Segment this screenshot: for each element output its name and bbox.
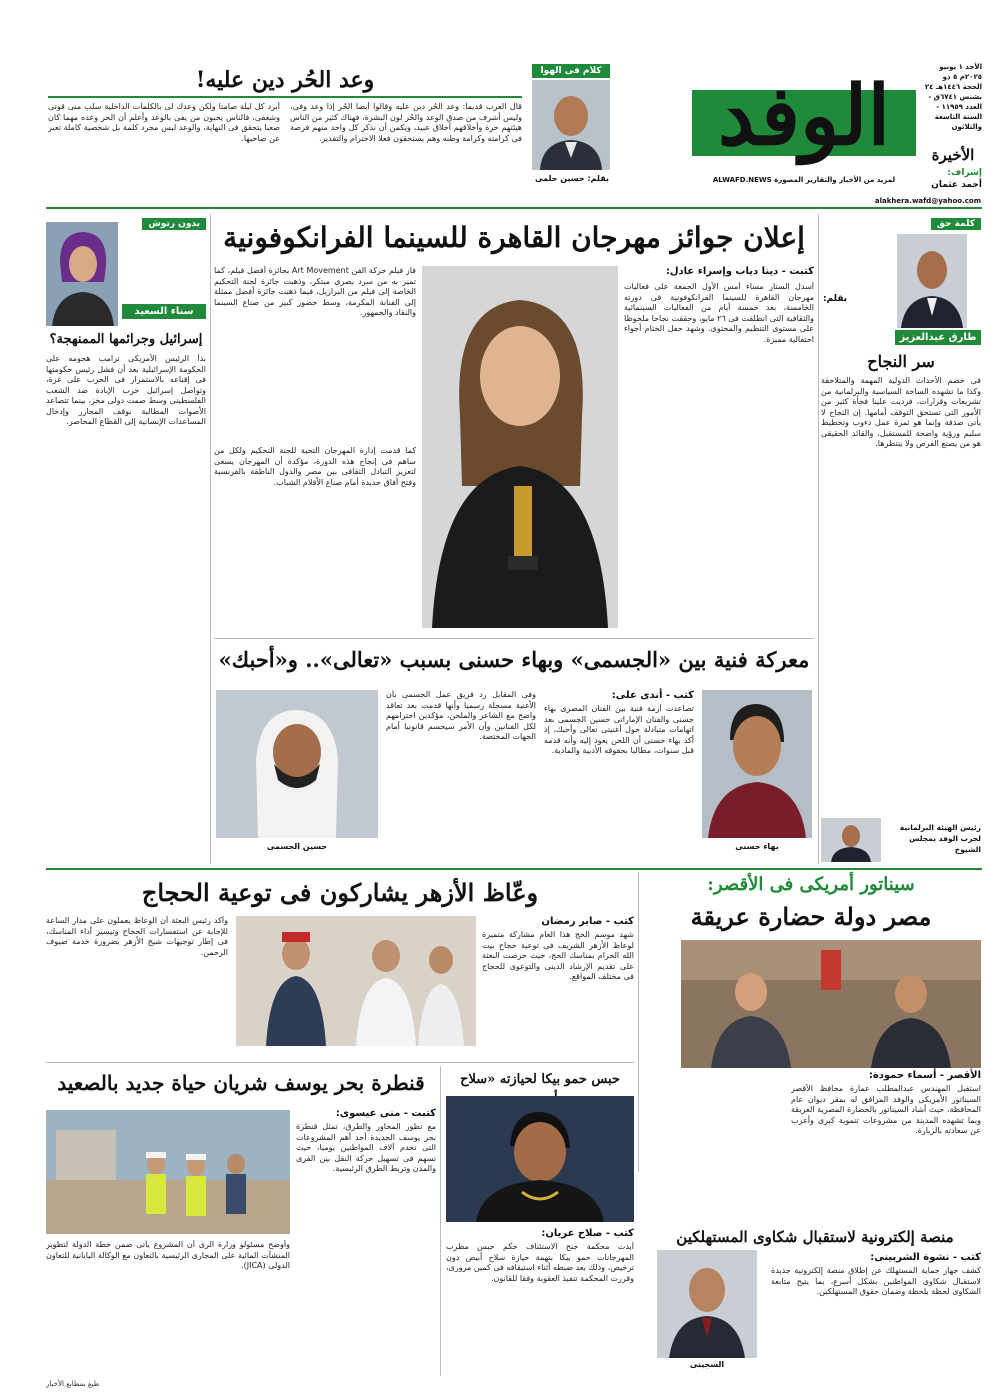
portrait-illustration <box>897 234 967 328</box>
second-story-byline: كتب - أندى على: <box>611 690 694 701</box>
left-column-title: إسرائيل وجرائمها الممنهجة؟ <box>49 332 203 347</box>
right-column-body: فى خضم الأحداث الدولية المهمة والمتلاحقة وكذا ما تشهده الساحة السياسية والبرلمانية من تشريعات وقرارات، فرديت علينا فجأة كثير من الأمور التى تستحق التوقف أمامها. إن النجاح لا يأتى صدفة وإنما هو ثمرة عمل دءوب وتخطيط سليم ورؤية واضحة للمستقبل، والقائد الحقيقى هو من يصنع الفرص ولا ينتظرها. <box>821 376 981 448</box>
second-story-photo-left <box>216 690 378 838</box>
second-story-title: معركة فنية بين «الجسمى» وبهاء حسنى بسبب «تعالى».. و«أحبك» <box>218 647 810 672</box>
consumer-story <box>649 1226 981 1376</box>
meeting-photo <box>681 940 981 1068</box>
azhar-divider <box>46 1062 634 1063</box>
left-column-body: بدأ الرئيس الأمريكى ترامب هجومه على الحكومة الإسرائيلية بعد أن فشل رئيس حكومتها فى إقناعه بالاستمرار فى الحرب على غزة، وتواصل إسرائيل حرب الإبادة ضد الشعب الفلسطينى وسط صمت دولى مخز، بينما تتصاعد الأصوات المطالبة بوقف المجازر وإدخال المساعدات الإنسانية إلى القطاع المحاصر. <box>46 354 206 426</box>
lead-story-photo <box>422 266 618 628</box>
right-column-footer-caption: رئيس الهيئة البرلمانية لحزب الوفد بمجلس الشيوخ <box>899 823 981 854</box>
second-story-body-2: وفى المقابل رد فريق عمل الجسمى بأن الأغنية مسجلة رسميا وأنها قدمت بعد تعاقد واضح مع الشاعر والملحن، مؤكدين احترامهم لكل الفنانين وأن الأمر سيحسم قانونيا أمام الجهات المختصة. <box>386 690 536 741</box>
singer-photo <box>446 1096 634 1222</box>
email: alakhera.wafd@yahoo.com <box>874 197 981 205</box>
top-column-body-left: أبرد كل ليلة صامتا ولكن وعدك لى بالكلمات الداخلية سلب منى قوتى وشغفى، فالناس يحبون من يفى بالوعد وأعلم أن الحر وعده مهما كان صعبا يتحقق فى النهاية، والوعد ليس مجرد كلمة بل شخصية كاملة تعبر عن صاحبها. <box>48 102 280 143</box>
lead-story-body-2: فاز فيلم حركة الفن Art Movement بجائزة أفضل فيلم، كما تميز به من سرد بصرى مبتكر، وذهبت جائزة لجنة التحكيم الخاصة إلى فيلم من البرازيل، فيما ذهبت جائزة أفضل ممثلة إلى الفنانة المكرمة، وسط حضور كبير من صناع السينما والنقاد والجمهور. <box>214 266 416 317</box>
mid-divider <box>46 868 982 870</box>
left-column <box>46 214 206 864</box>
second-story-body-1: تصاعدت أزمة فنية بين الفنان المصرى بهاء حسنى والفنان الإماراتى حسين الجسمى بعد اتهامات متبادلة حول أغنيتى تعالى وأحبك، إذ أكد بهاء حسنى أن اللحن يعود إليه وأنه قدمه قبل سنوات، مطالبا بحقوقه الأدبية والمادية. <box>544 704 694 755</box>
second-story-caption-right: بهاء حسنى <box>735 842 779 851</box>
singer-photo <box>702 690 812 838</box>
azhar-story-title: وعّاظ الأزهر يشاركون فى توعية الحجاج <box>141 878 539 907</box>
left-column-tag: بدون رتوش <box>142 218 206 230</box>
hamo-story-title: حبس حمو بيكا لحيازته «سلاح <box>460 1072 620 1087</box>
hamo-story <box>446 1066 634 1376</box>
right-column-tag: كلمة حق <box>931 218 981 230</box>
supervisor-label: إشراف: <box>947 168 982 178</box>
top-column-rule <box>48 96 522 98</box>
bridge-site-photo <box>46 1110 290 1234</box>
consumer-story-body: كشف جهاز حماية المستهلك عن إطلاق منصة إلكترونية جديدة لاستقبال شكاوى المواطنين بشكل أسرع، بما يتيح متابعة الشكاوى لحظة بلحظة وضمان حقوق المستهلكين. <box>771 1266 981 1296</box>
left-column-author: سناء السعيد <box>122 304 206 319</box>
canal-story-body-2: وأوضح مسئولو وزارة الرى أن المشروع يأتى ضمن خطة الدولة لتطوير المنشآت المائية على المجارى الرئيسية بالتعاون مع الوكالة اليابانية للتعاون الدولى (JICA). <box>46 1240 290 1270</box>
consumer-story-byline: كتب - نشوة الشربينى: <box>870 1252 981 1263</box>
azhar-story-body-1: شهد موسم الحج هذا العام مشاركة متميزة لوعاظ الأزهر الشريف فى توعية حجاج بيت الله الحرام بمناسك الحج، حيث حرصت البعثة على تقديم الإرشاد الدينى والتوعوى للحجاج فى مختلف المواقع. <box>482 930 634 981</box>
senator-story-kicker: سيناتور أمريكى فى الأقصر: <box>707 874 915 895</box>
top-column-tag: كلام فى الهوا <box>532 64 610 78</box>
right-column-footer-photo <box>821 818 881 862</box>
canal-story <box>46 1066 436 1376</box>
lead-story <box>214 214 814 634</box>
left-column-divider <box>210 214 211 864</box>
senator-divider <box>638 872 639 1172</box>
supervisor-name: أحمد عثمان <box>931 180 982 190</box>
masthead <box>624 62 982 194</box>
canal-story-body-1: مع تطور المحاور والطرق، تمثل قنطرة بحر يوسف الجديدة أحد أهم المشروعات التى تخدم آلاف المواطنين يوميا، حيث تسهم فى تسهيل حركة النقل بين القرى والمدن وتربط الطرق الرئيسية. <box>296 1122 436 1173</box>
portrait-illustration <box>532 80 610 170</box>
top-column-byline: بقلم: حسين حلمى <box>535 174 609 183</box>
top-column-title: وعد الحُر دين عليه! <box>195 67 375 93</box>
right-byline-label: بقلم: <box>823 294 848 304</box>
right-column-title: سر النجاح <box>867 352 935 371</box>
hamo-divider <box>440 1066 441 1376</box>
top-column <box>46 62 618 194</box>
lead-story-body-3: كما قدمت إدارة المهرجان التحية للجنة التحكيم ولكل من ساهم فى إنجاح هذه الدورة، مؤكدة أن المهرجان يسعى لتعزيز التبادل الثقافى بين مصر والدول الناطقة بالفرنسية وفتح آفاق جديدة أمام صناع الأفلام الشباب. <box>214 446 416 487</box>
award-winner-photo <box>422 266 618 628</box>
portrait-illustration <box>657 1250 757 1358</box>
second-story <box>214 642 814 864</box>
azhar-story <box>46 872 634 1062</box>
logo: الوفد <box>717 68 891 164</box>
lead-story-title: إعلان جوائز مهرجان القاهرة للسينما الفرانكوفونية <box>223 221 805 254</box>
right-column <box>821 214 981 864</box>
printer-note: طبع بمطابع الأخبار <box>46 1380 100 1388</box>
columnist-photo <box>532 80 610 170</box>
second-story-photo-right <box>702 690 812 838</box>
tagline: لمزيد من الأخبار والتقارير المصورة ALWAFD.NEWS <box>712 176 896 184</box>
senator-story <box>641 872 981 1068</box>
consumer-story-title: منصة إلكترونية لاستقبال شكاوى المستهلكين <box>676 1228 954 1246</box>
hamo-story-body: أيدت محكمة جنح الاستئناف حكم حبس مطرب المهرجانات حمو بيكا بتهمة حيازة سلاح أبيض دون ترخيص، وذلك بعد ضبطه أثناء استيقافه فى كمين مرورى، وقررت المحكمة تنفيذ العقوبة وفقا للقانون. <box>446 1242 634 1283</box>
canal-story-title: قنطرة بحر يوسف شريان حياة جديد بالصعيد <box>57 1071 425 1095</box>
senator-story-title: مصر دولة حضارة عريقة <box>690 902 932 931</box>
azhar-story-photo <box>236 916 476 1046</box>
azhar-story-body-2: وأكد رئيس البعثة أن الوعاظ يعملون على مدار الساعة للإجابة عن استفسارات الحجاج وتيسير أداء المناسك، فى إطار توجيهات شيخ الأزهر بضرورة خدمة ضيوف الرحمن. <box>46 916 228 957</box>
right-columnist-photo <box>897 234 967 328</box>
pilgrims-photo <box>236 916 476 1046</box>
hamo-story-photo <box>446 1096 634 1222</box>
senator-story-photo <box>681 940 981 1068</box>
second-story-caption-left: حسين الجسمى <box>266 842 328 851</box>
singer-photo <box>216 690 378 838</box>
masthead-divider <box>46 207 982 209</box>
date-line: الأحد ١ يونيو ٢٠٢٥م ٥ ذو الحجة ١٤٤٦هـ ٢٤ بشنس ٦٧٤١ق - العدد ١١٩٥٩ - السنة التاسعة والثلاثون <box>924 63 982 131</box>
top-column-body-right: قال العرب قديما: وعد الحُر دين عليه وقالوا أيضا الحُر إذا وعد وفى، وليس أشرف من صدق الوعد والحُر لون البشرة، فهناك كثير من الناس هيئتهم حرة وأخلاقهم أخلاق عبيد، ويكمن أن نذكر كل واحد منهم فرصة فى كرامته وكرامة وطنه وهم يستحقون فعلا الاحترام والتقدير. <box>290 102 522 143</box>
azhar-story-byline: كتب - صابر رمضان <box>541 916 634 927</box>
lead-story-body-1: أسدل الستار مساء أمس الأول الجمعة على فعاليات مهرجان القاهرة للسينما الفرانكوفونية فى دورته الخامسة، بعد خمسة أيام من الفعاليات السينمائية والثقافية التى انطلقت فى ٢٦ مايو، وحققت نجاحا ملحوظا على مستوى التنظيم والمحتوى. وشهد حفل الختام أجواء احتفالية مميزة. <box>624 282 814 344</box>
senator-story-body: استقبل المهندس عبدالمطلب عمارة محافظ الأقصر السيناتور الأمريكى والوفد المرافق له بمقر ديوان عام المحافظة، حيث أشاد السيناتور بالحضارة المصرية العريقة وبما تشهده المدينة من مشروعات تنموية كبرى وأعرب عن سعادته بالزيارة. <box>791 1084 981 1135</box>
right-column-divider <box>818 214 819 864</box>
portrait-illustration <box>46 222 118 326</box>
canal-story-byline: كتبت - منى عيسوى: <box>335 1108 436 1119</box>
left-columnist-photo <box>46 222 118 326</box>
right-column-author: طارق عبدالعزيز <box>895 330 981 345</box>
portrait-illustration <box>821 818 881 862</box>
lead-divider <box>214 638 814 639</box>
consumer-story-caption: السجينى <box>689 1360 725 1369</box>
consumer-story-photo <box>657 1250 757 1358</box>
section-label: الأخيرة <box>931 146 975 164</box>
canal-story-photo <box>46 1110 290 1234</box>
lead-story-byline: كتبت - دينا دياب وإسراء عادل: <box>665 266 814 277</box>
hamo-story-byline: كتب - صلاح عريان: <box>541 1228 634 1239</box>
senator-story-byline: الأقصر - أسماء حمودة: <box>868 1070 981 1081</box>
